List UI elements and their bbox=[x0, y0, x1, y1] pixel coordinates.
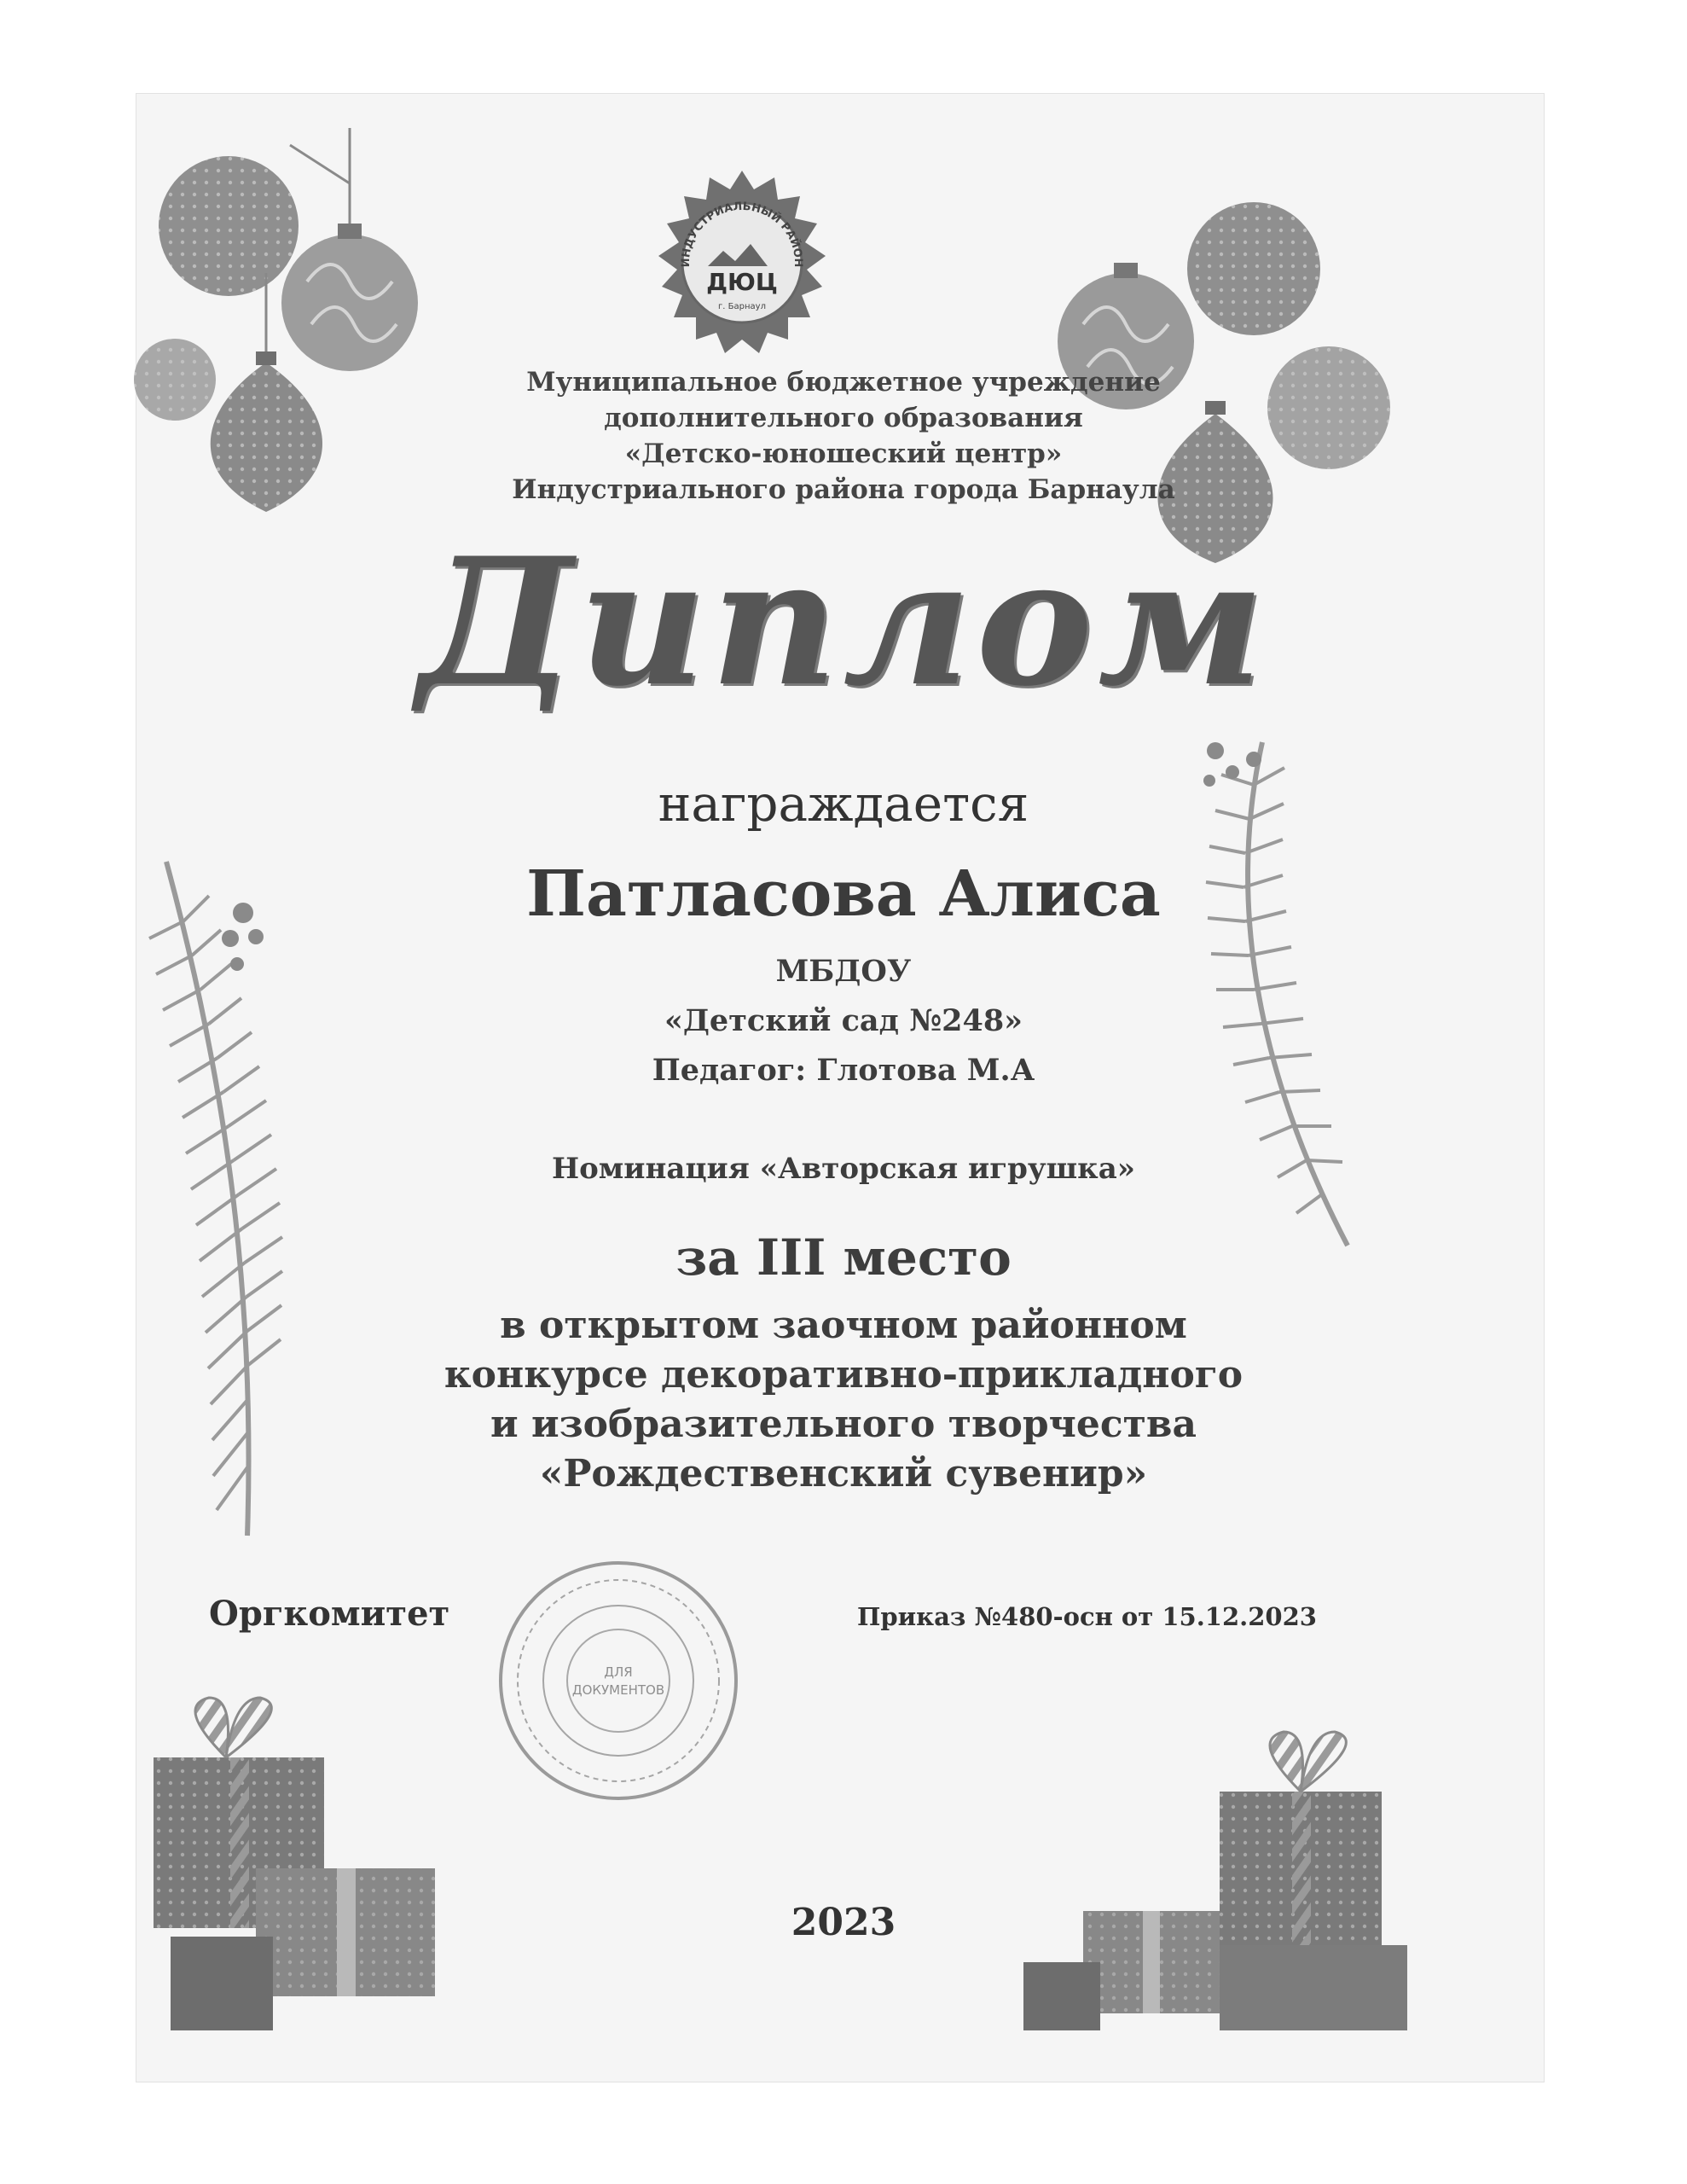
diploma-title: Диплом bbox=[417, 520, 1270, 725]
institution-line-2: «Детский сад №248» bbox=[664, 1003, 1023, 1038]
nomination: Номинация «Авторская игрушка» bbox=[551, 1152, 1136, 1186]
gift-boxes-right-icon bbox=[1023, 1732, 1407, 2030]
place: за III место bbox=[675, 1228, 1012, 1287]
gift-boxes-left-icon bbox=[154, 1698, 435, 2030]
competition-line-2: конкурсе декоративно-прикладного bbox=[443, 1353, 1244, 1397]
organization-line-2: дополнительного образования bbox=[604, 403, 1083, 433]
competition-line-3: и изобразительного творчества bbox=[490, 1403, 1197, 1446]
logo-name: ДЮЦ bbox=[706, 268, 778, 296]
order-reference: Приказ №480-осн от 15.12.2023 bbox=[857, 1602, 1317, 1631]
organization-line-1: Муниципальное бюджетное учреждение bbox=[526, 367, 1161, 398]
institution-line-1: МБДОУ bbox=[775, 954, 912, 989]
year: 2023 bbox=[791, 1901, 896, 1944]
stamp-center-line-1: ДЛЯ bbox=[604, 1664, 633, 1680]
organization-line-3: «Детско-юношеский центр» bbox=[624, 439, 1063, 469]
competition-line-1: в открытом заочном районном bbox=[500, 1304, 1187, 1347]
organizing-committee: Оргкомитет bbox=[209, 1594, 450, 1634]
recipient-name: Патласова Алиса bbox=[526, 857, 1161, 931]
ornament-ball-icon bbox=[281, 235, 418, 371]
competition-line-4: «Рождественский сувенир» bbox=[539, 1452, 1148, 1496]
organization-logo bbox=[648, 171, 836, 358]
awarded-text: награждается bbox=[658, 775, 1029, 833]
organization-line-4: Индустриального района города Барнаула bbox=[512, 474, 1175, 505]
institution-teacher: Педагог: Глотова М.А bbox=[652, 1053, 1035, 1088]
stamp-center-line-2: ДОКУМЕНТОВ bbox=[571, 1682, 665, 1698]
stamp-seal bbox=[490, 1553, 746, 1809]
logo-arc-text: ИНДУСТРИАЛЬНЫЙ РАЙОН bbox=[679, 200, 805, 268]
logo-city: г. Барнаул bbox=[718, 302, 766, 311]
